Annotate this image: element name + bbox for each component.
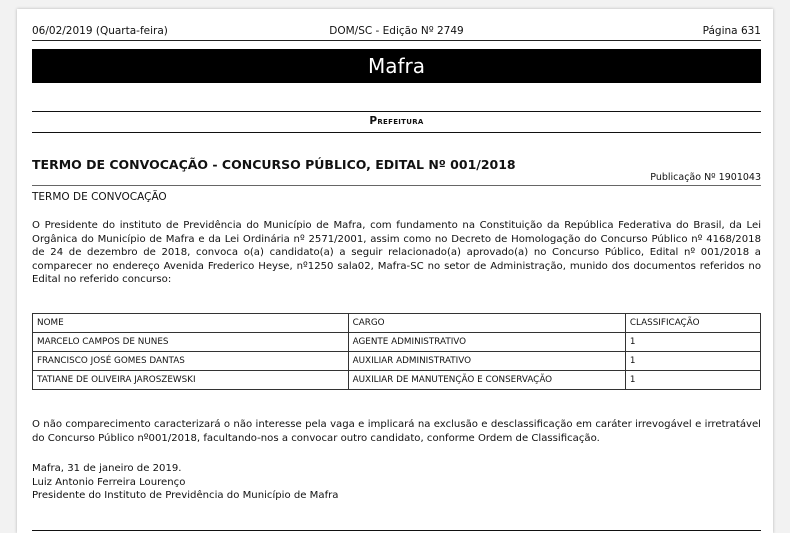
table-row [33,333,761,352]
signature-block [32,462,338,503]
cell-name: TATIANE DE OLIVEIRA JAROSZEWSKI [33,371,349,390]
signature-place-date: Mafra, 31 de janeiro de 2019. [32,463,182,474]
column-header-role: CARGO [348,314,625,333]
header-divider [32,40,761,41]
signature-role: Presidente do Instituto de Previdência do Município de Mafra [32,490,339,501]
cell-name: MARCELO CAMPOS DE NUNES [33,333,349,352]
title-divider [32,185,761,186]
notice-paragraph: O não comparecimento caracterizará o não interesse pela vaga e implicará na exclusão e desclassificação em caráter irrevogável e irretratável do Concurso Público nº001/2018, facultando-nos a convocar outro candidato, conforme Ordem de Classificação. [32,419,761,444]
document-title: TERMO DE CONVOCAÇÃO - CONCURSO PÚBLICO, EDITAL Nº 001/2018 [32,157,516,172]
publication-number: Publicação Nº 1901043 [650,172,761,183]
term-label: TERMO DE CONVOCAÇÃO [32,191,167,203]
footer-divider [32,530,761,531]
page-header [32,24,761,38]
table-row [33,371,761,390]
cell-role: AUXILIAR ADMINISTRATIVO [348,352,625,371]
cell-rank: 1 [625,352,760,371]
document-page [17,9,773,533]
cell-role: AUXILIAR DE MANUTENÇÃO E CONSERVAÇÃO [348,371,625,390]
municipality-banner: Mafra [32,49,761,83]
edition-label: DOM/SC - Edição Nº 2749 [329,25,464,37]
publication-date: 06/02/2019 (Quarta-feira) [32,25,168,37]
column-header-rank: CLASSIFICAÇÃO [625,314,760,333]
table-header-row [33,314,761,333]
cell-name: FRANCISCO JOSÉ GOMES DANTAS [33,352,349,371]
section-title: Prefeitura [369,115,424,127]
signature-name: Luiz Antonio Ferreira Lourenço [32,476,186,488]
cell-role: AGENTE ADMINISTRATIVO [348,333,625,352]
candidates-table [32,313,761,390]
cell-rank: 1 [625,371,760,390]
convocation-paragraph: O Presidente do instituto de Previdência do Município de Mafra, com fundamento na Constituição da República Federativa do Brasil, da Lei Orgânica do Município de Mafra e da Lei Ordinária nº 2571/2001, assim como no Decreto de Homologação do Concurso Público nº 4168/2018 de 24 de dezembro de 2018, convoca o(a) candidato(a) a seguir relacionado(a) aprovado(a) no Concurso Público, Edital nº 001/2018 a comparecer no endereço Avenida Frederico Heyse, nº1250 sala02, Mafra-SC no setor de Administração, munido dos documentos referidos no Edital no referido concurso: [32,220,761,285]
section-top-divider [32,111,761,112]
column-header-name: NOME [33,314,349,333]
table-row [33,352,761,371]
page-number: Página 631 [702,25,761,37]
section-bottom-divider [32,132,761,133]
cell-rank: 1 [625,333,760,352]
